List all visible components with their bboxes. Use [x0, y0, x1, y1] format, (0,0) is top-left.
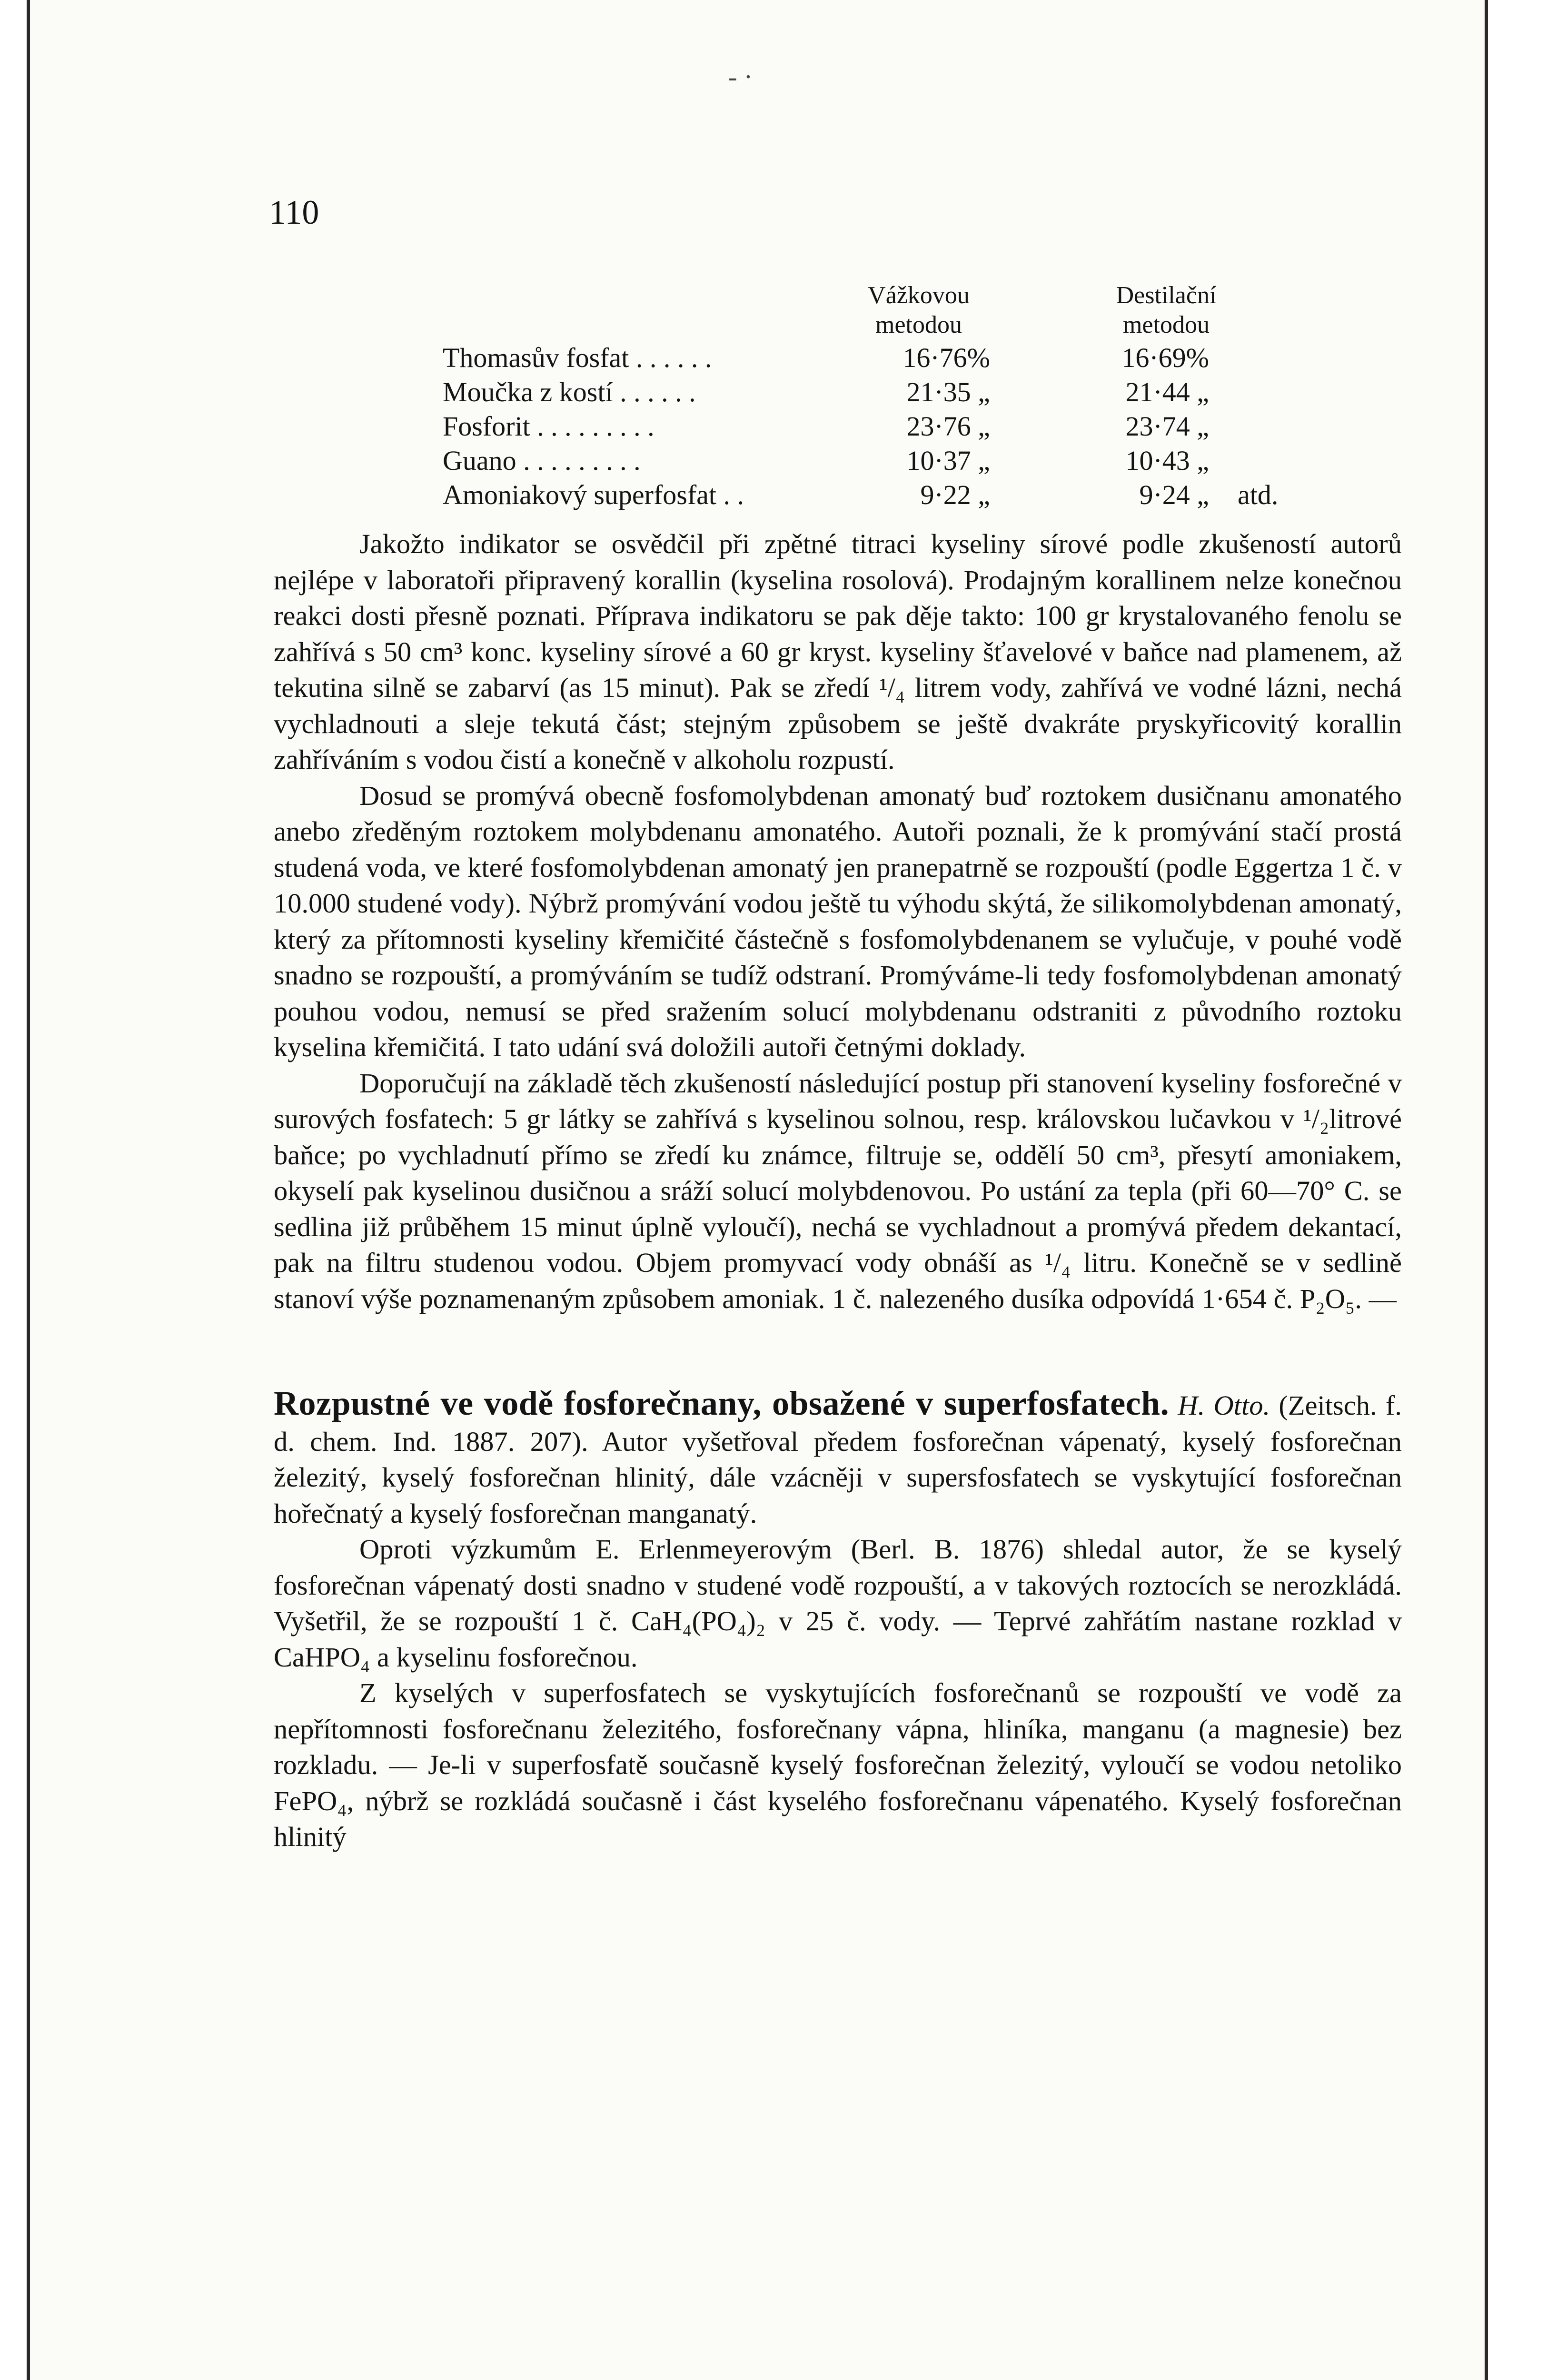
- paragraph-procedure: Doporučují na základě těch zkušeností následující postup při stanovení kyseliny fosforečné v surových fosfatech: 5 gr látky se zahřívá s kyselinou solnou, resp. královskou lučavkou v ¹/₂litrové baňce; po vychladnutí přímo se zředí ku známce, filtruje se, oddělí 50 cm³, přesytí amoniakem, okyselí pak kyselinou dusičnou a sráží solucí molybdenovou. Po ustání za tepla (při 60—70° C. se sedlina již průběhem 15 minut úplně vyloučí), nechá se vychladnout a promývá předem dekantací, pak na filtru studenou vodou. Objem promyvací vody obnáší as ¹/₄ litru. Konečně se v sedlině stanoví výše poznamenaným způsobem amoniak. 1 č. nalezeného dusíka odpovídá 1·654 č. P₂O₅. —: [274, 1067, 1402, 1314]
- article-body: [274, 526, 1402, 1855]
- paragraph-washing: Dosud se promývá obecně fosfomolybdenan amonatý buď roztokem dusičnanu amonatého anebo zředěným roztokem molybdenanu amonatého. Autoři poznali, že k promývání stačí prostá studená voda, ve které fosfomolybdenan amonatý jen pranepatrně se rozpouští (podle Eggertza 1 č. v 10.000 studené vody). Nýbrž promývání vodou ještě tu výhodu skýtá, že silikomolybdenan amonatý, který za přítomnosti kyseliny křemičité částečně s fosfomolybdenanem se vylučuje, v pouhé vodě snadno se rozpouští, a promýváním se tudíž odstraní. Promýváme-li tedy fosfomolybdenan amonatý pouhou vodou, nemusí se před sražením solucí molybdenanu odstraniti z původního roztoku kyselina křemičitá. I tato udání svá doložili autoři četnými doklady.: [274, 780, 1402, 1062]
- page-number: 110: [269, 193, 319, 231]
- distillation-value: 16·69%: [1121, 342, 1209, 373]
- distillation-value: 23·74 „: [1125, 411, 1209, 442]
- row-label: Guano . . . . . . . . .: [443, 445, 641, 476]
- article-heading: Rozpustné ve vodě fosforečnany, obsažené v superfosfatech.: [274, 1384, 1170, 1422]
- distillation-value: 9·24 „: [1139, 479, 1209, 510]
- row-note: atd.: [1238, 479, 1279, 510]
- gravimetric-value: 10·37 „: [906, 445, 990, 476]
- gravimetric-value: 23·76 „: [906, 411, 990, 442]
- article-intro: (Zeitsch. f. d. chem. Ind. 1887. 207). Autor vyšetřoval předem fosforečnan vápenatý, kyselý fosforečnan železitý, kyselý fosforečnan hlinitý, dále vzácněji v supersfosfatech se vyskytující fosforečnan hořečnatý a kyselý fosforečnan manganatý.: [274, 1390, 1402, 1529]
- paragraph-solubility: Oproti výzkumům E. Erlenmeyerovým (Berl. B. 1876) shledal autor, že se kyselý fosforečnan vápenatý dosti snadno v studené vodě rozpouští, a v takových roztocích se nerozkládá. Vyšetřil, že se rozpouští 1 č. CaH₄(PO₄)₂ v 25 č. vody. — Teprvé zahřátím nastane rozklad v CaHPO₄ a kyselinu fosforečnou.: [274, 1534, 1402, 1673]
- distillation-value: 21·44 „: [1125, 377, 1209, 407]
- gravimetric-value: 9·22 „: [920, 479, 990, 510]
- row-label: Thomasův fosfat . . . . . .: [443, 342, 712, 373]
- distillation-value: 10·43 „: [1125, 445, 1209, 476]
- paragraph-superphosphates: Z kyselých v superfosfatech se vyskytujících fosforečnanů se rozpouští ve vodě za nepřítomnosti fosforečnanu železitého, fosforečnany vápna, hliníka, manganu (a magnesie) bez rozkladu. — Je-li v superfosfatě současně kyselý fosforečnan železitý, vyloučí se vodou netoliko FePO₄, nýbrž se rozkládá současně i část kyselého fosforečnanu vápenatého. Kyselý fosforečnan hlinitý: [274, 1677, 1402, 1852]
- paragraph-indicator: Jakožto indikator se osvědčil při zpětné titraci kyseliny sírové podle zkušeností autorů nejlépe v laboratoři připravený korallin (kyselina rosolová). Prodajným korallinem nelze konečnou reakci dosti přesně poznati. Příprava indikatoru se pak děje takto: 100 gr krystalovaného fenolu se zahřívá s 50 cm³ konc. kyseliny sírové a 60 gr kryst. kyseliny šťavelové v baňce nad plamenem, až tekutina silně se zabarví (as 15 minut). Pak se zředí ¹/₄ litrem vody, zahřívá ve vodné lázni, nechá vychladnouti a sleje tekutá část; stejným způsobem se ještě dvakráte pryskyřicovitý korallin zahříváním s vodou čistí a konečně v alkoholu rozpustí.: [274, 528, 1402, 775]
- paragraph-new-article: [274, 1386, 1402, 1531]
- column-header-distillation: Destilační metodou: [1116, 282, 1217, 338]
- gravimetric-value: 16·76%: [902, 342, 990, 373]
- column-header-gravimetric: Vážkovou metodou: [868, 282, 970, 338]
- gravimetric-value: 21·35 „: [906, 377, 990, 407]
- row-label: Amoniakový superfosfat . .: [443, 479, 744, 510]
- row-label: Fosforit . . . . . . . . .: [443, 411, 654, 442]
- scan-mark: - ·: [728, 62, 753, 92]
- article-author: H. Otto.: [1178, 1390, 1270, 1421]
- row-label: Moučka z kostí . . . . . .: [443, 377, 696, 407]
